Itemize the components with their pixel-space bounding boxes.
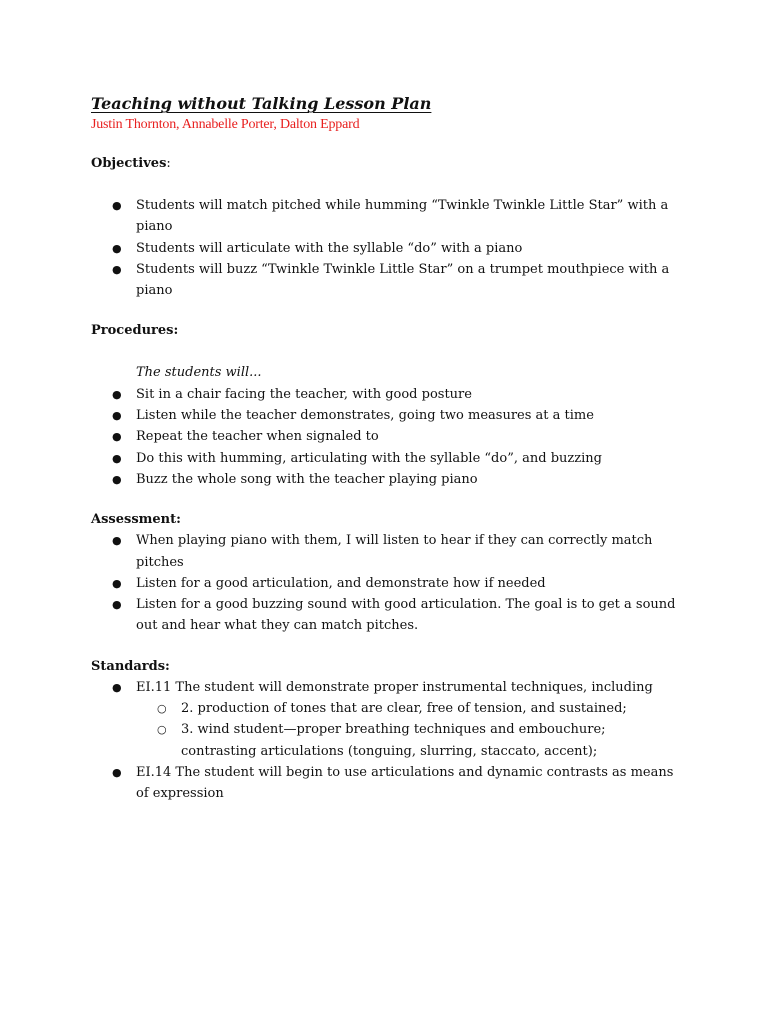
- list-item: [91, 426, 678, 447]
- list-item-text: Students will articulate with the syllable “do” with a piano: [136, 240, 523, 256]
- sub-list-item: [91, 719, 678, 762]
- bullet-icon: ●: [112, 241, 122, 255]
- list-item: [91, 469, 678, 490]
- list-item: [91, 405, 678, 426]
- objectives-heading: [91, 153, 678, 174]
- list-item: [91, 259, 678, 302]
- bullet-icon: ●: [112, 472, 122, 486]
- hollow-bullet-icon: ○: [157, 723, 167, 737]
- list-item-text: When playing piano with them, I will listen to hear if they can correctly match pitches: [136, 533, 653, 570]
- list-item-text: 3. wind student—proper breathing techniques and embouchure; contrasting articulations (tonguing, slurring, staccato, accent);: [181, 722, 606, 759]
- list-item: [91, 530, 678, 573]
- bullet-icon: ●: [112, 387, 122, 401]
- list-item-text: Listen while the teacher demonstrates, going two measures at a time: [136, 408, 594, 424]
- assessment-list: [91, 530, 678, 636]
- standards-heading: Standards:: [91, 658, 170, 674]
- document-title: Teaching without Talking Lesson Plan: [91, 94, 432, 113]
- bullet-icon: ●: [112, 430, 122, 444]
- author-names: Justin Thornton, Annabelle Porter, Dalton Eppard: [91, 117, 360, 132]
- list-item: [91, 677, 678, 698]
- bullet-icon: ●: [112, 765, 122, 779]
- standards-sublist: [91, 698, 678, 762]
- list-item-text: Students will buzz “Twinkle Twinkle Little Star” on a trumpet mouthpiece with a piano: [136, 261, 670, 299]
- objectives-heading-text: Objectives: [91, 156, 167, 171]
- bullet-icon: ●: [112, 199, 122, 212]
- list-item-text: Students will match pitched while humming “Twinkle Twinkle Little Star” with a piano: [136, 198, 669, 235]
- bullet-icon: ●: [112, 262, 122, 276]
- list-item: [91, 762, 678, 805]
- list-item-text: Buzz the whole song with the teacher playing piano: [136, 471, 478, 487]
- bullet-icon: ●: [112, 534, 122, 548]
- list-item-text: Repeat the teacher when signaled to: [136, 429, 379, 445]
- procedures-heading: Procedures:: [91, 323, 179, 339]
- list-item: [91, 195, 678, 238]
- assessment-heading: Assessment:: [91, 512, 181, 528]
- list-item: [91, 573, 678, 594]
- objectives-heading-colon: :: [166, 156, 171, 171]
- list-item-text: Do this with humming, articulating with the syllable “do”, and buzzing: [136, 450, 602, 466]
- procedures-list: [91, 384, 678, 490]
- list-item-text: Sit in a chair facing the teacher, with good posture: [136, 386, 472, 402]
- list-item: [91, 384, 678, 405]
- list-item-text: Listen for a good buzzing sound with good articulation. The goal is to get a sound out and hear what they can match pitches.: [136, 597, 676, 634]
- list-item-text: 2. production of tones that are clear, free of tension, and sustained;: [181, 701, 627, 717]
- bullet-icon: ●: [112, 680, 122, 694]
- objectives-list: [91, 195, 678, 301]
- hollow-bullet-icon: ○: [157, 702, 167, 716]
- bullet-icon: ●: [112, 409, 122, 423]
- bullet-icon: ●: [112, 598, 122, 612]
- bullet-icon: ●: [112, 576, 122, 590]
- standards-list-continued: [91, 762, 678, 805]
- list-item: [91, 238, 678, 259]
- procedures-intro: The students will...: [136, 365, 262, 381]
- standards-list: [91, 677, 678, 698]
- list-item-text: Listen for a good articulation, and demonstrate how if needed: [136, 575, 546, 591]
- list-item-text: EI.14 The student will begin to use articulations and dynamic contrasts as means of expression: [136, 764, 674, 802]
- sub-list-item: [91, 698, 678, 719]
- list-item: [91, 448, 678, 469]
- list-item: [91, 594, 678, 637]
- list-item-text: EI.11 The student will demonstrate proper instrumental techniques, including: [136, 679, 653, 695]
- bullet-icon: ●: [112, 451, 122, 465]
